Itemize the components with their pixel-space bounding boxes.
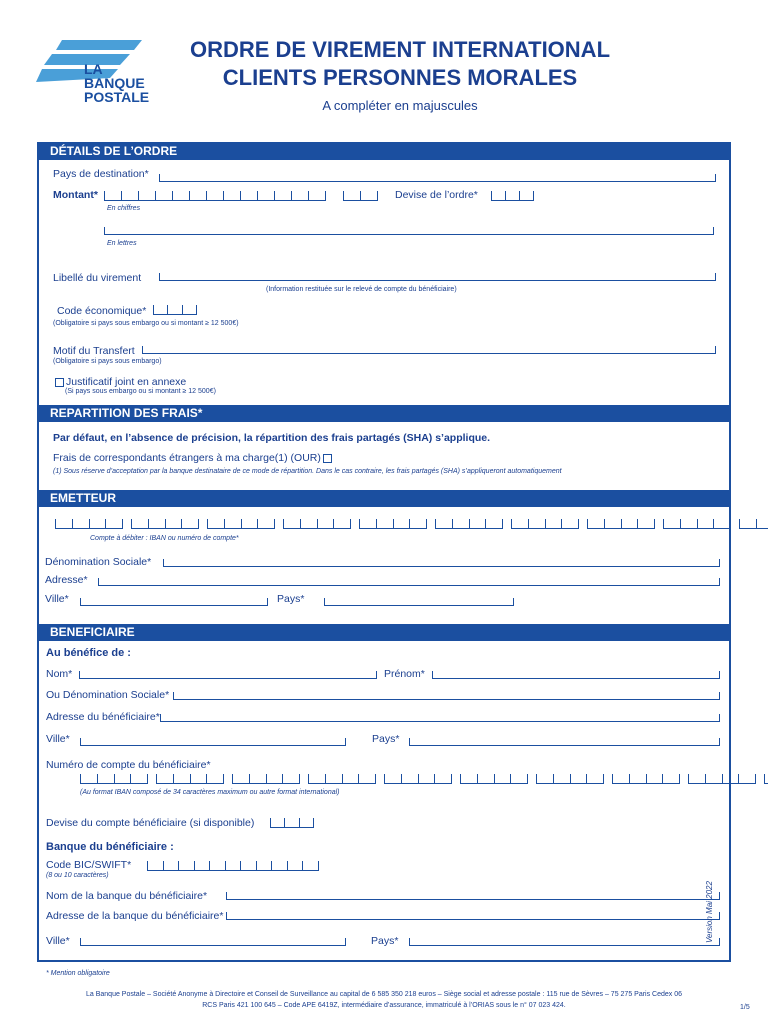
cell-tick <box>469 519 470 528</box>
beneficiaire-devise-label: Devise du compte bénéficiaire (si disponible) <box>46 817 255 829</box>
cell-tick <box>401 774 402 783</box>
emetteur-ville-label: Ville* <box>45 593 69 605</box>
cell-tick <box>688 774 689 783</box>
cell-tick <box>249 774 250 783</box>
justificatif-note: (Si pays sous embargo ou si montant ≥ 12 500€) <box>65 388 216 395</box>
cell-tick <box>485 519 486 528</box>
cell-tick <box>189 191 190 200</box>
cell-tick <box>738 774 739 783</box>
cell-tick <box>705 774 706 783</box>
cell-tick <box>156 774 157 783</box>
iban-group[interactable] <box>460 774 528 784</box>
cell-tick <box>182 305 183 314</box>
form-subtitle: A compléter en majuscules <box>322 98 478 113</box>
footer-line1: La Banque Postale – Société Anonyme à Directoire et Conseil de Surveillance au capital de 6 585 350 218 euros – Siège social et adresse postale : 115 rue de Sèvres – 75 275 Paris Cedex 06 <box>85 991 683 998</box>
logo-text-2: BANQUE <box>84 75 145 91</box>
cell-tick <box>122 519 123 528</box>
frais-our-label: Frais de correspondants étrangers à ma charge(1) (OUR) <box>53 452 321 464</box>
cell-tick <box>209 861 210 870</box>
emetteur-pays-field[interactable] <box>324 598 514 606</box>
cell-tick <box>308 774 309 783</box>
pays-destination-field[interactable] <box>159 174 716 182</box>
libelle-field[interactable] <box>159 273 716 281</box>
cell-tick <box>147 774 148 783</box>
code-economique-note: (Obligatoire si pays sous embargo ou si montant ≥ 12 500€) <box>53 320 239 327</box>
form-title-line1: ORDRE DE VIREMENT INTERNATIONAL <box>189 37 611 62</box>
iban-group[interactable] <box>156 774 224 784</box>
section-beneficiaire-header: BENEFICIAIRE <box>38 624 730 641</box>
frais-note: (1) Sous réserve d’acceptation par la banque destinataire de ce mode de répartition. Dans le cas contraire, les frais partagés (SHA) s’appliqueront automatiquement <box>53 468 562 475</box>
iban-group[interactable] <box>384 774 452 784</box>
emetteur-denomination-field[interactable] <box>163 559 720 567</box>
cell-tick <box>291 191 292 200</box>
cell-tick <box>452 519 453 528</box>
au-benefice-label: Au bénéfice de : <box>46 647 131 659</box>
adresse-banque-label: Adresse de la banque du bénéficiaire* <box>46 910 224 922</box>
iban-group[interactable] <box>308 774 376 784</box>
libelle-note: (Information restituée sur le relevé de compte du bénéficiaire) <box>266 286 457 293</box>
cell-tick <box>350 519 351 528</box>
iban-group[interactable] <box>612 774 680 784</box>
cell-tick <box>308 191 309 200</box>
beneficiaire-prenom-field[interactable] <box>432 671 720 679</box>
cell-tick <box>299 818 300 827</box>
cell-tick <box>194 861 195 870</box>
page-number: 1/5 <box>740 1004 750 1011</box>
cell-tick <box>196 305 197 314</box>
iban-group[interactable] <box>55 519 123 529</box>
cell-tick <box>178 861 179 870</box>
justificatif-row <box>53 376 186 388</box>
cell-tick <box>505 191 506 200</box>
cell-tick <box>55 519 56 528</box>
emetteur-adresse-label: Adresse* <box>45 574 88 586</box>
cell-tick <box>131 519 132 528</box>
devise-ordre-label: Devise de l’ordre* <box>395 189 478 201</box>
cell-tick <box>172 191 173 200</box>
banque-pays-label: Pays* <box>371 935 399 947</box>
iban-group[interactable] <box>359 519 427 529</box>
beneficiaire-adresse-field[interactable] <box>160 714 720 722</box>
cell-tick <box>284 818 285 827</box>
beneficiaire-nom-label: Nom* <box>46 668 73 680</box>
cell-tick <box>519 191 520 200</box>
cell-tick <box>680 519 681 528</box>
cell-tick <box>257 191 258 200</box>
form-frame <box>37 142 731 962</box>
cell-tick <box>713 519 714 528</box>
justificatif-checkbox[interactable] <box>55 378 64 387</box>
cell-tick <box>153 305 154 314</box>
montant-decimales-field[interactable] <box>343 191 378 201</box>
cell-tick <box>148 519 149 528</box>
cell-tick <box>163 861 164 870</box>
cell-tick <box>165 519 166 528</box>
iban-group[interactable] <box>739 519 768 529</box>
iban-group[interactable] <box>688 774 756 784</box>
cell-tick <box>173 774 174 783</box>
section-emetteur-header: EMETTEUR <box>38 490 730 507</box>
cell-tick <box>477 774 478 783</box>
cell-tick <box>545 519 546 528</box>
cell-tick <box>270 818 271 827</box>
cell-tick <box>730 519 731 528</box>
cell-tick <box>282 774 283 783</box>
cell-tick <box>578 519 579 528</box>
beneficiaire-nom-field[interactable] <box>79 671 377 679</box>
motif-field[interactable] <box>142 346 716 354</box>
cell-tick <box>722 774 723 783</box>
cell-tick <box>510 774 511 783</box>
cell-tick <box>198 519 199 528</box>
montant-label: Montant* <box>53 189 98 201</box>
cell-tick <box>654 519 655 528</box>
cell-tick <box>533 191 534 200</box>
cell-tick <box>553 774 554 783</box>
cell-tick <box>325 774 326 783</box>
cell-tick <box>451 774 452 783</box>
en-chiffres-note: En chiffres <box>107 205 141 212</box>
cell-tick <box>604 519 605 528</box>
cell-tick <box>393 519 394 528</box>
cell-tick <box>240 191 241 200</box>
emetteur-ville-field[interactable] <box>80 598 268 606</box>
iban-group[interactable] <box>80 774 148 784</box>
banque-pays-field[interactable] <box>409 938 720 946</box>
cell-tick <box>223 191 224 200</box>
cell-tick <box>409 519 410 528</box>
cell-tick <box>318 861 319 870</box>
cell-tick <box>603 774 604 783</box>
section-frais-header: REPARTITION DES FRAIS* <box>38 405 730 422</box>
beneficiaire-denomination-field[interactable] <box>173 692 720 700</box>
cell-tick <box>612 774 613 783</box>
cell-tick <box>587 519 588 528</box>
cell-tick <box>206 191 207 200</box>
cell-tick <box>104 191 105 200</box>
cell-tick <box>359 519 360 528</box>
cell-tick <box>232 774 233 783</box>
bic-label: Code BIC/SWIFT* <box>46 859 132 871</box>
cell-tick <box>426 519 427 528</box>
cell-tick <box>181 519 182 528</box>
cell-tick <box>662 774 663 783</box>
cell-tick <box>206 774 207 783</box>
iban-group[interactable] <box>207 519 275 529</box>
iban-group[interactable] <box>131 519 199 529</box>
section-details-header: DÉTAILS DE L’ORDRE <box>38 143 730 160</box>
cell-tick <box>72 519 73 528</box>
banque-ville-label: Ville* <box>46 935 70 947</box>
cell-tick <box>460 774 461 783</box>
version-text: Version Mai 2022 <box>705 881 714 943</box>
en-lettres-note: En lettres <box>107 240 137 247</box>
cell-tick <box>299 774 300 783</box>
cell-tick <box>679 774 680 783</box>
cell-tick <box>629 774 630 783</box>
cell-tick <box>80 774 81 783</box>
banque-beneficiaire-label: Banque du bénéficiaire : <box>46 841 174 853</box>
cell-tick <box>384 774 385 783</box>
beneficiaire-ville-field[interactable] <box>80 738 346 746</box>
cell-tick <box>97 774 98 783</box>
emetteur-compte-note: Compte à débiter : IBAN ou numéro de compte* <box>90 535 239 542</box>
cell-tick <box>257 519 258 528</box>
cell-tick <box>494 774 495 783</box>
cell-tick <box>114 774 115 783</box>
adresse-banque-field[interactable] <box>226 912 720 920</box>
cell-tick <box>274 191 275 200</box>
cell-tick <box>223 774 224 783</box>
beneficiaire-adresse-label: Adresse du bénéficiaire* <box>46 711 160 723</box>
cell-tick <box>225 861 226 870</box>
cell-tick <box>207 519 208 528</box>
cell-tick <box>130 774 131 783</box>
cell-tick <box>764 774 765 783</box>
iban-group[interactable] <box>283 519 351 529</box>
cell-tick <box>190 774 191 783</box>
beneficiaire-numero-note: (Au format IBAN composé de 34 caractères maximum ou autre format international) <box>80 789 340 796</box>
cell-tick <box>317 519 318 528</box>
cell-tick <box>138 191 139 200</box>
logo-text-3: POSTALE <box>84 89 150 105</box>
cell-tick <box>377 191 378 200</box>
iban-group[interactable] <box>663 519 731 529</box>
cell-tick <box>333 519 334 528</box>
logo <box>34 38 154 113</box>
frais-defaut-text: Par défaut, en l’absence de précision, la répartition des frais partagés (SHA) s’applique. <box>53 432 491 444</box>
frais-our-checkbox[interactable] <box>323 454 332 463</box>
iban-group[interactable] <box>232 774 300 784</box>
iban-group[interactable] <box>587 519 655 529</box>
emetteur-denomination-label: Dénomination Sociale* <box>45 556 152 568</box>
code-economique-label: Code économique* <box>57 305 147 317</box>
cell-tick <box>241 519 242 528</box>
cell-tick <box>240 861 241 870</box>
cell-tick <box>342 774 343 783</box>
cell-tick <box>89 519 90 528</box>
justificatif-label: Justificatif joint en annexe <box>66 376 187 388</box>
cell-tick <box>418 774 419 783</box>
pays-destination-label: Pays de destination* <box>53 168 149 180</box>
beneficiaire-pays-field[interactable] <box>409 738 720 746</box>
cell-tick <box>491 191 492 200</box>
cell-tick <box>511 519 512 528</box>
iban-group[interactable] <box>435 519 503 529</box>
bic-note: (8 ou 10 caractères) <box>46 872 109 879</box>
cell-tick <box>302 861 303 870</box>
banque-ville-field[interactable] <box>80 938 346 946</box>
cell-tick <box>755 774 756 783</box>
bic-field[interactable] <box>147 861 319 871</box>
beneficiaire-ville-label: Ville* <box>46 733 70 745</box>
cell-tick <box>376 519 377 528</box>
cell-tick <box>256 861 257 870</box>
cell-tick <box>121 191 122 200</box>
beneficiaire-devise-field[interactable] <box>270 818 314 828</box>
cell-tick <box>283 519 284 528</box>
cell-tick <box>105 519 106 528</box>
cell-tick <box>147 861 148 870</box>
cell-tick <box>527 774 528 783</box>
cell-tick <box>646 774 647 783</box>
cell-tick <box>167 305 168 314</box>
iban-group[interactable] <box>536 774 604 784</box>
cell-tick <box>266 774 267 783</box>
cell-tick <box>287 861 288 870</box>
nom-banque-label: Nom de la banque du bénéficiaire* <box>46 890 208 902</box>
cell-tick <box>756 519 757 528</box>
devise-ordre-field[interactable] <box>491 191 534 201</box>
cell-tick <box>739 519 740 528</box>
cell-tick <box>434 774 435 783</box>
cell-tick <box>343 191 344 200</box>
montant-chiffres-field[interactable] <box>104 191 326 201</box>
code-economique-field[interactable] <box>153 305 197 315</box>
frais-our-row <box>53 452 334 464</box>
emetteur-pays-label: Pays* <box>277 593 305 605</box>
cell-tick <box>300 519 301 528</box>
cell-tick <box>274 519 275 528</box>
cell-tick <box>536 774 537 783</box>
cell-tick <box>325 191 326 200</box>
motif-note: (Obligatoire si pays sous embargo) <box>53 358 162 365</box>
cell-tick <box>561 519 562 528</box>
iban-group[interactable] <box>511 519 579 529</box>
cell-tick <box>155 191 156 200</box>
cell-tick <box>358 774 359 783</box>
libelle-label: Libellé du virement <box>53 272 142 284</box>
iban-group[interactable] <box>764 774 768 784</box>
beneficiaire-pays-label: Pays* <box>372 733 400 745</box>
emetteur-adresse-field[interactable] <box>98 578 720 586</box>
cell-tick <box>360 191 361 200</box>
motif-label: Motif du Transfert <box>53 345 135 357</box>
logo-text-1: LA <box>84 61 103 77</box>
cell-tick <box>528 519 529 528</box>
cell-tick <box>697 519 698 528</box>
cell-tick <box>570 774 571 783</box>
cell-tick <box>435 519 436 528</box>
cell-tick <box>224 519 225 528</box>
beneficiaire-denomination-label: Ou Dénomination Sociale* <box>46 689 170 701</box>
cell-tick <box>621 519 622 528</box>
montant-lettres-field[interactable] <box>104 227 714 235</box>
nom-banque-field[interactable] <box>226 892 720 900</box>
cell-tick <box>375 774 376 783</box>
cell-tick <box>586 774 587 783</box>
mention-obligatoire: * Mention obligatoire <box>46 970 110 977</box>
cell-tick <box>313 818 314 827</box>
cell-tick <box>663 519 664 528</box>
footer-line2: RCS Paris 421 100 645 – Code APE 6419Z, intermédiaire d’assurance, immatriculé à l’ORIAS sous le n° 07 023 424. <box>202 1002 566 1009</box>
cell-tick <box>271 861 272 870</box>
form-title-line2: CLIENTS PERSONNES MORALES <box>222 65 578 90</box>
beneficiaire-numero-label: Numéro de compte du bénéficiaire* <box>46 759 211 771</box>
beneficiaire-prenom-label: Prénom* <box>384 668 425 680</box>
cell-tick <box>637 519 638 528</box>
cell-tick <box>502 519 503 528</box>
